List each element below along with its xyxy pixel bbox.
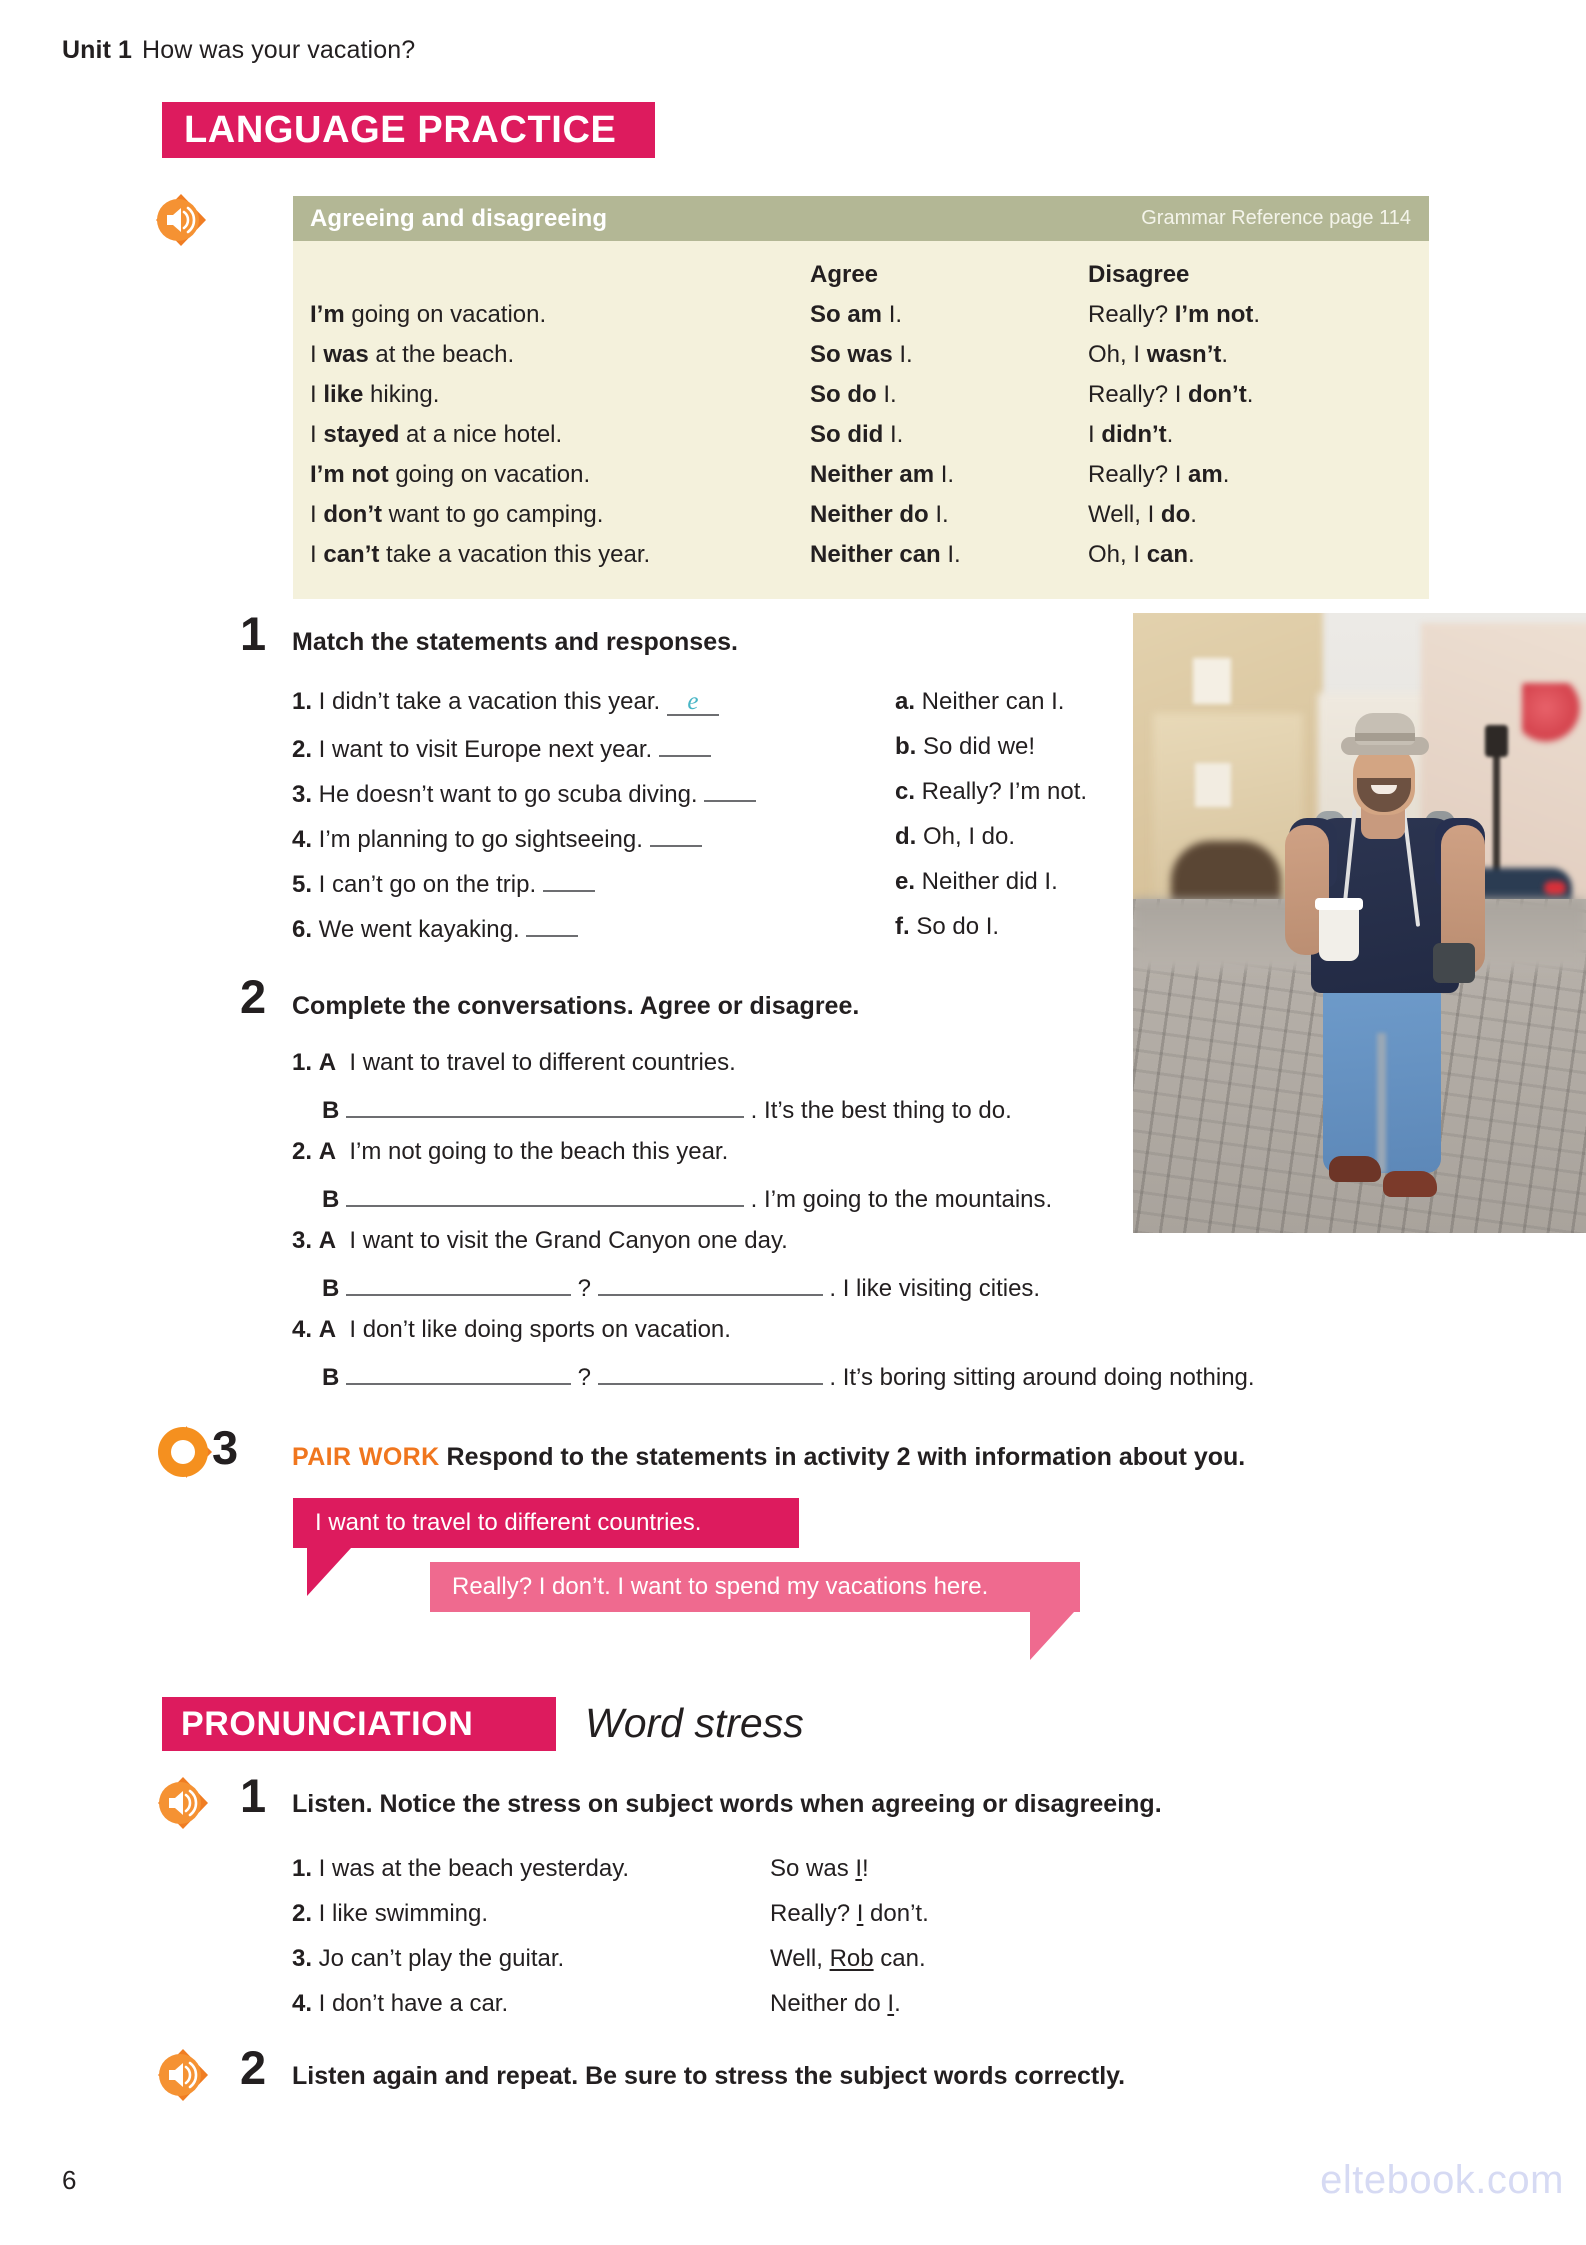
pronunciation-2-heading: Listen again and repeat. Be sure to stress the subject words correctly. — [292, 2062, 1126, 2090]
activity-3-heading-wrap — [292, 1443, 1245, 1472]
grammar-reference-link[interactable]: Grammar Reference page 114 — [1141, 207, 1411, 229]
pronunciation-1-heading: Listen. Notice the stress on subject words when agreeing or disagreeing. — [292, 1790, 1162, 1818]
activity-1-response: f. So do I. — [895, 913, 1000, 940]
grammar-agree-cell: Neither do I. — [810, 501, 949, 528]
grammar-statement-cell: I was at the beach. — [310, 341, 515, 368]
activity-1-number: 1 — [240, 607, 267, 660]
pair-work-tag: PAIR WORK — [292, 1443, 440, 1471]
grammar-table-row — [310, 455, 1429, 495]
speaker-audio-icon[interactable] — [153, 193, 209, 247]
grammar-col-agree-header: Agree — [810, 261, 879, 288]
activity-2-answer-blank[interactable] — [346, 1183, 744, 1207]
grammar-statement-cell: I’m going on vacation. — [310, 301, 547, 328]
grammar-statement-cell: I don’t want to go camping. — [310, 501, 604, 528]
grammar-statement-cell: I’m not going on vacation. — [310, 461, 591, 488]
page-number: 6 — [62, 2165, 77, 2195]
activity-2-answer-blank[interactable] — [346, 1272, 571, 1296]
grammar-disagree-cell: Really? I don’t. — [1088, 381, 1254, 408]
activity-1-statement: 2. I want to visit Europe next year. — [292, 733, 711, 764]
activity-1-answer-blank[interactable] — [526, 913, 578, 937]
grammar-agree-cell: Neither am I. — [810, 461, 955, 488]
activity-2-heading: Complete the conversations. Agree or disagree. — [292, 992, 860, 1020]
activity-3-heading: Respond to the statements in activity 2 with information about you. — [446, 1443, 1246, 1471]
grammar-table-row — [310, 415, 1429, 455]
pronunciation-row: 3. Jo can’t play the guitar. Well, Rob can. — [292, 1945, 926, 1972]
activity-1-answer-blank[interactable]: e — [667, 692, 719, 716]
activity-1-statement: 6. We went kayaking. — [292, 913, 578, 944]
pronunciation-subtitle: Word stress — [585, 1700, 804, 1746]
activity-2-speaker-b-line: B ? . It’s boring sitting around doing nothing. — [322, 1361, 1255, 1392]
activity-1-answer-blank[interactable] — [659, 733, 711, 757]
speech-bubble-student-b — [430, 1562, 1080, 1612]
activity-2-speaker-a-line: 2. A I’m not going to the beach this year. — [292, 1138, 729, 1165]
pronunciation-banner — [162, 1697, 556, 1751]
activity-2-answer-blank[interactable] — [346, 1094, 744, 1118]
pronunciation-2-number: 2 — [240, 2041, 267, 2094]
grammar-table-row — [310, 535, 1429, 575]
activity-2-answer-blank[interactable] — [598, 1272, 823, 1296]
activity-2-answer-blank[interactable] — [598, 1361, 823, 1385]
watermark: eltebook.com — [1320, 2158, 1564, 2202]
traveler-photo — [1133, 613, 1586, 1233]
speech-bubble-a-text: I want to travel to different countries. — [315, 1509, 702, 1536]
language-practice-banner — [162, 102, 655, 158]
grammar-agree-cell: So did I. — [810, 421, 904, 448]
pronunciation-row: 4. I don’t have a car. Neither do I. — [292, 1990, 901, 2017]
speaker-audio-icon[interactable] — [155, 1776, 211, 1830]
unit-header — [62, 36, 415, 65]
speech-bubble-student-a — [293, 1498, 799, 1548]
activity-2-speaker-a-line: 1. A I want to travel to different countries. — [292, 1049, 736, 1076]
activity-2-speaker-a-line: 3. A I want to visit the Grand Canyon one day. — [292, 1227, 788, 1254]
activity-1-statement: 4. I’m planning to go sightseeing. — [292, 823, 702, 854]
grammar-disagree-cell: Well, I do. — [1088, 501, 1197, 528]
activity-2-speaker-b-line: B . It’s the best thing to do. — [322, 1094, 1012, 1125]
grammar-table-row — [310, 295, 1429, 335]
pronunciation-row: 1. I was at the beach yesterday. So was I! — [292, 1855, 869, 1882]
grammar-disagree-cell: Oh, I can. — [1088, 541, 1195, 568]
pronunciation-response: Well, Rob can. — [770, 1945, 926, 1972]
grammar-box — [293, 196, 1429, 599]
grammar-col-disagree-header: Disagree — [1088, 261, 1190, 288]
activity-1-answer-blank[interactable] — [650, 823, 702, 847]
activity-2-speaker-b-line: B ? . I like visiting cities. — [322, 1272, 1040, 1303]
pronunciation-response: So was I! — [770, 1855, 869, 1882]
speaker-audio-icon[interactable] — [155, 2048, 211, 2102]
activity-1-statement: 3. He doesn’t want to go scuba diving. — [292, 778, 756, 809]
activity-1-response: e. Neither did I. — [895, 868, 1058, 895]
language-practice-label: LANGUAGE PRACTICE — [184, 108, 617, 151]
speech-bubble-b-text: Really? I don’t. I want to spend my vacations here. — [452, 1573, 989, 1600]
activity-1-response: d. Oh, I do. — [895, 823, 1016, 850]
activity-2-speaker-b-line: B . I’m going to the mountains. — [322, 1183, 1052, 1214]
unit-title: How was your vacation? — [142, 36, 416, 64]
grammar-table-header-row — [310, 255, 1429, 295]
grammar-table-body — [310, 295, 1429, 575]
grammar-statement-cell: I can’t take a vacation this year. — [310, 541, 651, 568]
speech-bubble-a-tail — [307, 1548, 351, 1596]
activity-1-response: a. Neither can I. — [895, 688, 1065, 715]
activity-2-speaker-a-line: 4. A I don’t like doing sports on vacation. — [292, 1316, 731, 1343]
grammar-box-title: Agreeing and disagreeing — [310, 204, 608, 232]
activity-1-statement: 5. I can’t go on the trip. — [292, 868, 595, 899]
grammar-table-row — [310, 375, 1429, 415]
unit-label: Unit 1 — [62, 36, 133, 64]
grammar-statement-cell: I like hiking. — [310, 381, 440, 408]
activity-2-answer-blank[interactable] — [346, 1361, 571, 1385]
pronunciation-response: Really? I don’t. — [770, 1900, 929, 1927]
grammar-disagree-cell: Really? I’m not. — [1088, 301, 1261, 328]
activity-2-number: 2 — [240, 970, 267, 1023]
grammar-table-row — [310, 495, 1429, 535]
grammar-agree-cell: So was I. — [810, 341, 913, 368]
grammar-table-row — [310, 335, 1429, 375]
grammar-agree-cell: Neither can I. — [810, 541, 961, 568]
activity-1-heading: Match the statements and responses. — [292, 628, 738, 656]
activity-1-statement: 1. I didn’t take a vacation this year. e — [292, 688, 719, 716]
pronunciation-row: 2. I like swimming. Really? I don’t. — [292, 1900, 929, 1927]
grammar-disagree-cell: I didn’t. — [1088, 421, 1174, 448]
grammar-col-statement-header — [310, 255, 810, 295]
pronunciation-label: PRONUNCIATION — [181, 1704, 474, 1743]
grammar-disagree-cell: Really? I am. — [1088, 461, 1230, 488]
activity-1-answer-blank[interactable] — [704, 778, 756, 802]
pronunciation-1-number: 1 — [240, 1769, 267, 1822]
activity-1-answer-blank[interactable] — [543, 868, 595, 892]
pair-work-icon — [156, 1424, 214, 1480]
grammar-disagree-cell: Oh, I wasn’t. — [1088, 341, 1229, 368]
pronunciation-response: Neither do I. — [770, 1990, 901, 2017]
grammar-agree-cell: So am I. — [810, 301, 903, 328]
activity-3-number: 3 — [212, 1421, 239, 1474]
grammar-box-header — [293, 196, 1429, 241]
activity-1-response: b. So did we! — [895, 733, 1036, 760]
grammar-box-body — [293, 241, 1429, 599]
grammar-agree-cell: So do I. — [810, 381, 897, 408]
grammar-statement-cell: I stayed at a nice hotel. — [310, 421, 563, 448]
activity-1-response: c. Really? I’m not. — [895, 778, 1088, 805]
speech-bubble-b-tail — [1030, 1612, 1074, 1660]
